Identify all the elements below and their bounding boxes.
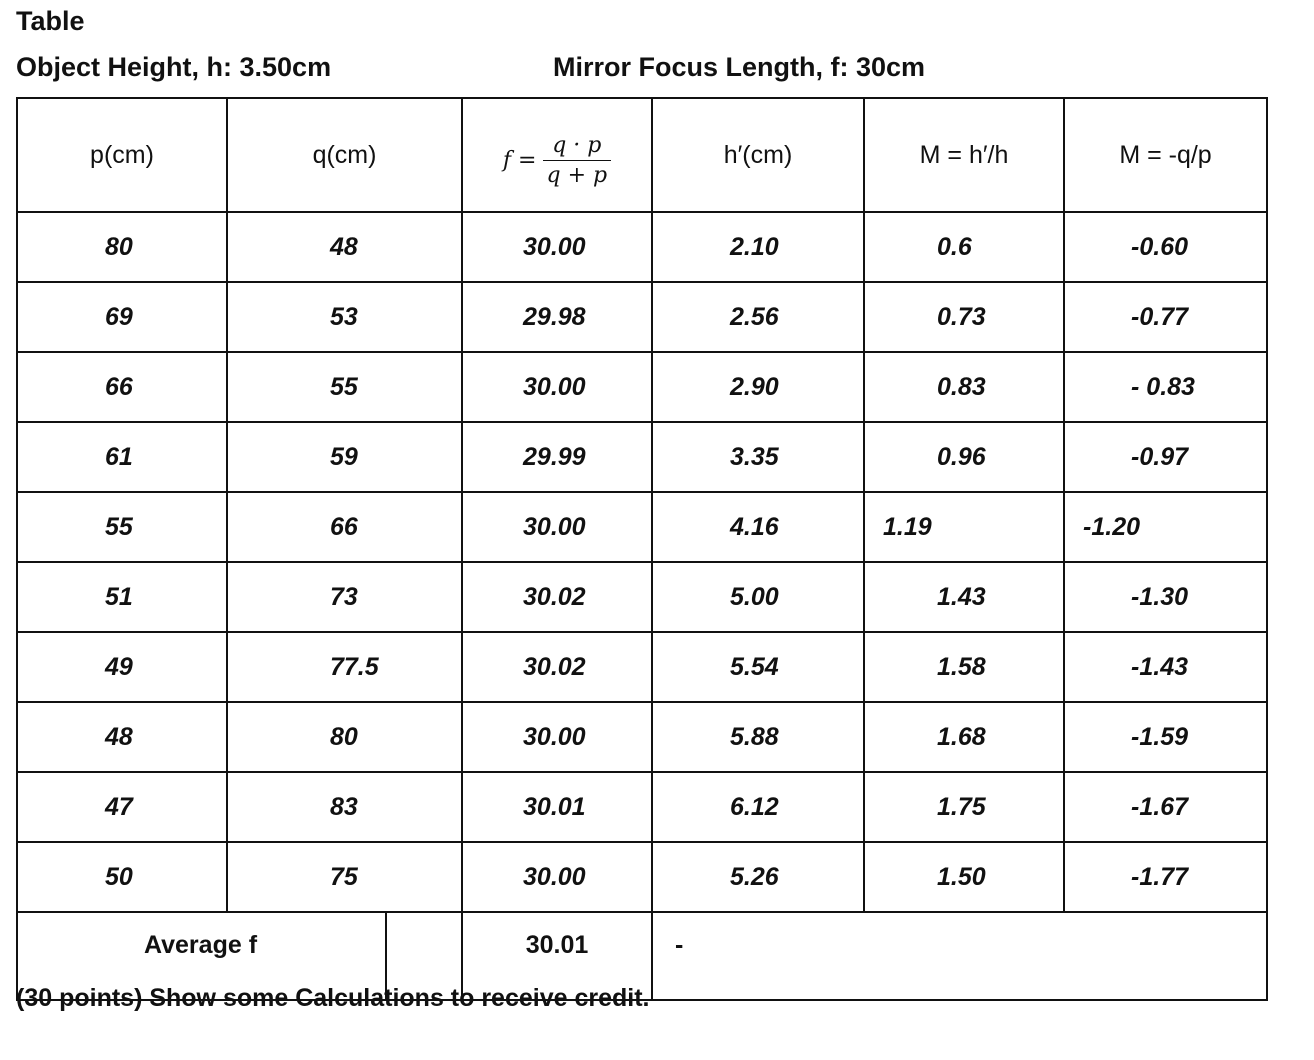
cell-f: 29.99 [462,422,652,492]
cell-q: 53 [227,282,462,352]
table-row [17,632,1267,702]
table-row [17,842,1267,912]
average-label: Average f [17,912,386,1000]
formula-numerator: q · p [543,133,612,161]
cell-q: 66 [227,492,462,562]
cell-m-q: -0.77 [1064,282,1267,352]
cell-m-q: -1.30 [1064,562,1267,632]
cell-m-h: 1.68 [864,702,1064,772]
cell-p: 80 [17,212,227,282]
average-dash: - [652,912,1267,1000]
cell-q: 59 [227,422,462,492]
header-row [17,98,1267,212]
cell-f: 30.00 [462,702,652,772]
footer-instruction: (30 points) Show some Calculations to receive credit. [16,984,650,1012]
cell-f: 30.00 [462,352,652,422]
cell-f: 30.01 [462,772,652,842]
formula-lhs: f = [502,147,537,173]
cell-f: 30.00 [462,492,652,562]
cell-m-h: 1.43 [864,562,1064,632]
cell-m-h: 0.83 [864,352,1064,422]
cell-m-h: 1.19 [864,492,1064,562]
cell-h-prime: 5.88 [652,702,864,772]
object-height-label: Object Height, h: 3.50cm [16,52,332,82]
cell-p: 61 [17,422,227,492]
focal-formula [503,133,611,188]
cell-m-h: 1.75 [864,772,1064,842]
cell-h-prime: 3.35 [652,422,864,492]
mirror-focus-label: Mirror Focus Length, f: 30cm [553,52,926,82]
cell-m-q: -1.77 [1064,842,1267,912]
document-title: Table [16,6,85,36]
table-row [17,422,1267,492]
cell-f: 30.02 [462,562,652,632]
cell-p: 47 [17,772,227,842]
cell-q: 48 [227,212,462,282]
header-q: q(cm) [227,98,462,212]
cell-m-h: 1.50 [864,842,1064,912]
cell-m-q: -1.20 [1064,492,1267,562]
formula-denominator: q + p [546,162,608,188]
header-p: p(cm) [17,98,227,212]
cell-q: 80 [227,702,462,772]
header-h-prime: h′(cm) [652,98,864,212]
cell-q: 77.5 [227,632,462,702]
data-table [16,97,1268,1001]
table-row [17,212,1267,282]
cell-p: 55 [17,492,227,562]
cell-m-q: -0.97 [1064,422,1267,492]
cell-m-q: - 0.83 [1064,352,1267,422]
table-row [17,562,1267,632]
cell-m-h: 0.73 [864,282,1064,352]
header-f-formula [462,98,652,212]
cell-p: 48 [17,702,227,772]
cell-m-h: 0.96 [864,422,1064,492]
cell-m-q: -1.67 [1064,772,1267,842]
cell-p: 69 [17,282,227,352]
cell-m-h: 0.6 [864,212,1064,282]
header-m-h: M = h′/h [864,98,1064,212]
cell-f: 29.98 [462,282,652,352]
cell-p: 66 [17,352,227,422]
cell-p: 51 [17,562,227,632]
cell-m-q: -1.59 [1064,702,1267,772]
cell-p: 50 [17,842,227,912]
table-row [17,352,1267,422]
cell-f: 30.00 [462,212,652,282]
cell-f: 30.00 [462,842,652,912]
cell-p: 49 [17,632,227,702]
cell-h-prime: 6.12 [652,772,864,842]
cell-h-prime: 2.90 [652,352,864,422]
average-value: 30.01 [462,912,652,1000]
cell-h-prime: 5.54 [652,632,864,702]
cell-h-prime: 5.00 [652,562,864,632]
cell-h-prime: 2.10 [652,212,864,282]
table-row [17,282,1267,352]
header-m-q: M = -q/p [1064,98,1267,212]
cell-h-prime: 2.56 [652,282,864,352]
cell-m-q: -1.43 [1064,632,1267,702]
table-row [17,492,1267,562]
cell-f: 30.02 [462,632,652,702]
cell-q: 75 [227,842,462,912]
table-row [17,702,1267,772]
cell-q: 55 [227,352,462,422]
cell-q: 73 [227,562,462,632]
cell-h-prime: 4.16 [652,492,864,562]
cell-q: 83 [227,772,462,842]
cell-h-prime: 5.26 [652,842,864,912]
cell-m-h: 1.58 [864,632,1064,702]
cell-m-q: -0.60 [1064,212,1267,282]
table-row [17,772,1267,842]
